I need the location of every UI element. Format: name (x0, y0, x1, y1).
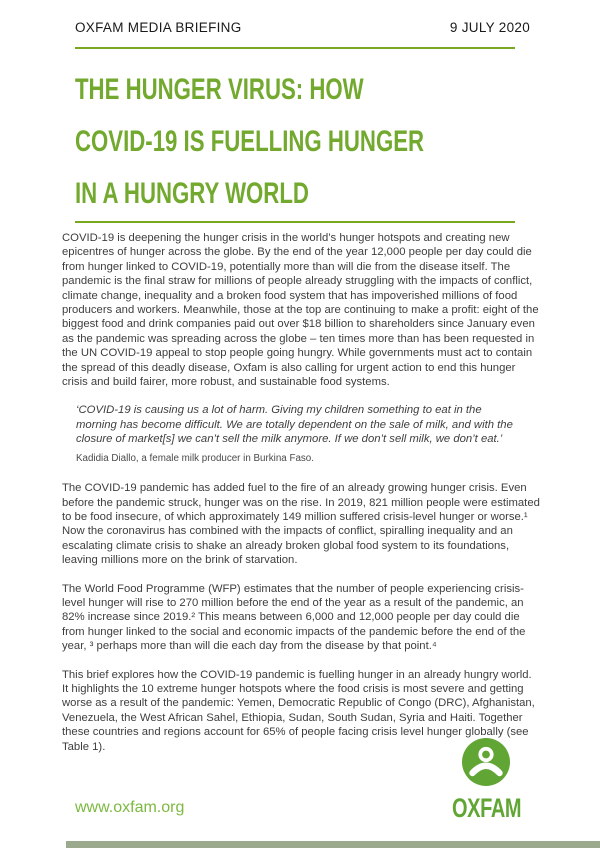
paragraph-hunger-rise: The COVID-19 pandemic has added fuel to the fire of an already growing hunger crisis. Even before the pandemic struck, hunger was on the rise. In 2019, 821 million people were estimated to be food insecure, of which approximately 149 million suffered crisis-level hunger or worse.¹ Now the coronavirus has combined with the impacts of conflict, spiralling inequality and an escalating climate crisis to shake an already broken global food system to its foundations, leaving millions more on the brink of starvation. (62, 482, 540, 567)
title-line-2: COVID-19 IS FUELLING HUNGER (75, 125, 425, 158)
paragraph-brief-scope: This brief explores how the COVID-19 pandemic is fuelling hunger in an already hungry world. It highlights the 10 extreme hunger hotspots where the food crisis is most severe and getting worse as a result of the pandemic: Yemen, Democratic Republic of Congo (DRC), Afghanistan, Venezuela, the West African Sahel, Ethiopia, Sudan, South Sudan, Syria and Haiti. Together these countries and regions account for 65% of people facing crisis level hunger globally (see Table 1). (62, 668, 535, 753)
header-label: OXFAM MEDIA BRIEFING (75, 20, 242, 35)
title-rule (75, 221, 515, 223)
website-link[interactable]: www.oxfam.org (75, 799, 185, 816)
page-title (75, 64, 575, 220)
title-line-3: IN A HUNGRY WORLD (75, 177, 309, 210)
oxfam-wordmark: OXFAM (452, 793, 522, 823)
paragraph-wfp-estimate: The World Food Programme (WFP) estimates that the number of people experiencing crisis-level hunger will rise to 270 million before the end of the year as a result of the pandemic, an 82% increase since 2019.² This means between 6,000 and 12,000 people per day could die from hunger linked to the social and economic impacts of the pandemic before the end of the year, ³ perhaps more than will die each day from the disease by that point.⁴ (62, 582, 526, 653)
quote-attribution: Kadidia Diallo, a female milk producer in Burkina Faso. (76, 452, 314, 464)
header-date: 9 JULY 2020 (449, 20, 530, 35)
pull-quote (76, 403, 524, 466)
paragraph-intro: COVID-19 is deepening the hunger crisis in the world’s hunger hotspots and creating new epicentres of hunger across the globe. By the end of the year 12,000 people per day could die from hunger linked to COVID-19, potentially more than will die from the disease itself. The pandemic is the final straw for millions of people already struggling with the impacts of conflict, climate change, inequality and a broken food system that has impoverished millions of food producers and workers. Meanwhile, those at the top are continuing to make a profit: eight of the biggest food and drink companies paid out over $18 billion to shareholders since January even as the pandemic was spreading across the globe – ten times more than has been requested in the UN COVID-19 appeal to stop people going hungry. While governments must act to contain the spread of this deadly disease, Oxfam is also calling for urgent action to end this hunger crisis and build fairer, more robust, and sustainable food systems. (62, 232, 539, 389)
oxfam-logo-icon (462, 738, 510, 786)
body-content (62, 231, 540, 768)
page-header (75, 20, 530, 35)
quote-text: ‘COVID-19 is causing us a lot of harm. Giving my children something to eat in the morning has become difficult. We are totally dependent on the sale of milk, and with the closure of market[s] we can’t sell the milk anymore. If we don’t sell milk, we don’t eat.’ (76, 404, 513, 446)
title-line-1: THE HUNGER VIRUS: HOW (75, 73, 364, 106)
footer-bar (66, 841, 600, 848)
header-rule (75, 47, 515, 49)
